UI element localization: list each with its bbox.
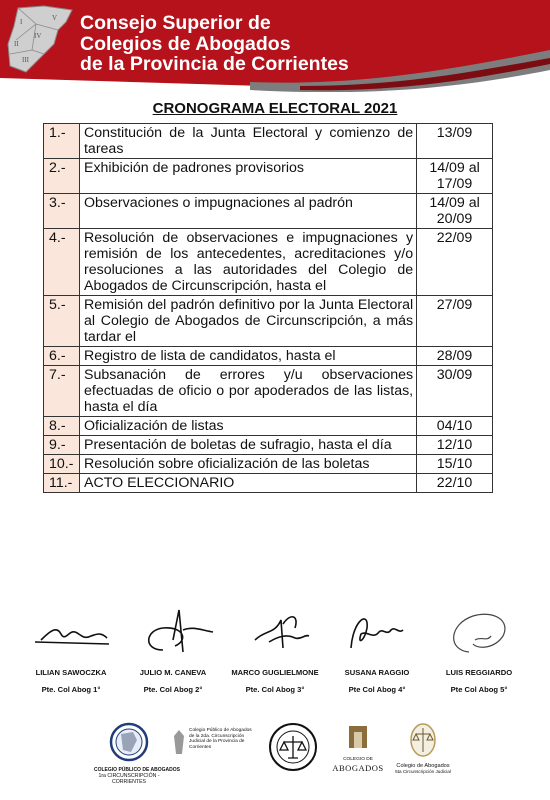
signatory-name: LILIAN SAWOCZKA	[35, 668, 107, 677]
table-row	[44, 455, 493, 474]
table-row	[44, 436, 493, 455]
row-number: 4.-	[44, 229, 80, 296]
handwritten-signature	[327, 600, 427, 660]
row-description: Oficialización de listas	[79, 417, 416, 436]
header-banner	[0, 0, 550, 92]
logo-caption: Colegio de Abogados	[396, 763, 450, 769]
scales-of-justice-icon	[268, 722, 318, 772]
document-heading	[0, 100, 550, 117]
svg-text:II: II	[14, 40, 19, 48]
heading-text: CRONOGRAMA ELECTORAL 2021	[152, 100, 398, 117]
svg-text:V: V	[52, 14, 58, 22]
province-map-icon	[4, 4, 76, 76]
signatory-name: JULIO M. CANEVA	[139, 668, 207, 677]
row-date: 13/09	[417, 124, 493, 159]
row-description: Presentación de boletas de sufragio, hasta el día	[79, 436, 416, 455]
signatures-section	[20, 600, 530, 710]
table-row	[44, 194, 493, 229]
row-description: Resolución de observaciones e impugnaciones y remisión de los antecedentes, acreditaciones y/o resoluciones a las autoridades del Colegio de Abogados de Circunscripción, hasta el	[79, 229, 416, 296]
signature-block	[122, 600, 224, 694]
logo-colegio-2	[172, 728, 256, 756]
signature-block	[428, 600, 530, 694]
table-row	[44, 159, 493, 194]
table-row	[44, 296, 493, 347]
signatory-name: LUIS REGGIARDO	[445, 668, 513, 677]
row-description: Exhibición de padrones provisorios	[79, 159, 416, 194]
signatory-role: Pte Col Abog 5°	[450, 685, 508, 694]
logo-subcaption: 5ta Circunscripción Judicial	[395, 769, 451, 774]
row-date: 14/09 al 17/09	[417, 159, 493, 194]
signatory-role: Pte Col Abog 4°	[348, 685, 406, 694]
row-description: ACTO ELECCIONARIO	[79, 474, 416, 493]
handwritten-signature	[21, 600, 121, 660]
logo-colegio-3	[262, 722, 324, 777]
row-description: Constitución de la Junta Electoral y comienzo de tareas	[79, 124, 416, 159]
signatory-name: SUSANA RAGGIO	[344, 668, 410, 677]
table-row	[44, 417, 493, 436]
handwritten-signature	[123, 600, 223, 660]
row-description: Observaciones o impugnaciones al padrón	[79, 194, 416, 229]
svg-text:III: III	[22, 56, 29, 64]
table-row	[44, 347, 493, 366]
logo-caption: ABOGADOS	[332, 763, 384, 773]
title-line-2: Colegios de Abogados	[80, 32, 291, 55]
row-date: 14/09 al 20/09	[417, 194, 493, 229]
row-date: 27/09	[417, 296, 493, 347]
signature-block	[224, 600, 326, 694]
table-row	[44, 474, 493, 493]
signatory-role: Pte. Col Abog 1°	[41, 685, 101, 694]
row-number: 11.-	[44, 474, 80, 493]
logo-colegio-1	[94, 722, 180, 785]
logo-caption: Colegio Público de Abogados de la 2da. Circunscripción Judicial de la Provincia de Corrientes	[189, 728, 252, 750]
signatory-role: Pte. Col Abog 2°	[143, 685, 203, 694]
emblem-icon	[172, 728, 186, 756]
logo-colegio-4	[328, 722, 388, 773]
title-line-3: de la Provincia de Corrientes	[80, 53, 349, 75]
row-description: Registro de lista de candidatos, hasta el	[79, 347, 416, 366]
handwritten-signature	[225, 600, 325, 660]
schedule-table	[43, 123, 493, 493]
row-date: 12/10	[417, 436, 493, 455]
signature-block	[326, 600, 428, 694]
row-number: 5.-	[44, 296, 80, 347]
logos-row	[0, 722, 550, 792]
row-number: 10.-	[44, 455, 80, 474]
table-row	[44, 124, 493, 159]
row-date: 15/10	[417, 455, 493, 474]
row-date: 22/10	[417, 474, 493, 493]
row-date: 30/09	[417, 366, 493, 417]
row-number: 7.-	[44, 366, 80, 417]
svg-text:I: I	[20, 18, 23, 26]
title-line-1: Consejo Superior de	[80, 12, 271, 34]
building-icon	[343, 722, 373, 752]
svg-text:IV: IV	[34, 32, 42, 40]
logo-subcaption: COLEGIO DE	[343, 757, 373, 762]
row-number: 2.-	[44, 159, 80, 194]
row-number: 1.-	[44, 124, 80, 159]
row-description: Resolución sobre oficialización de las boletas	[79, 455, 416, 474]
row-description: Remisión del padrón definitivo por la Junta Electoral al Colegio de Abogados de Circunscripción, a más tardar el	[79, 296, 416, 347]
table-row	[44, 366, 493, 417]
row-number: 3.-	[44, 194, 80, 229]
row-number: 9.-	[44, 436, 80, 455]
signature-block	[20, 600, 122, 694]
handwritten-signature	[429, 600, 529, 660]
signatory-name: MARCO GUGLIELMONE	[231, 668, 319, 677]
row-date: 22/09	[417, 229, 493, 296]
justice-figure-icon	[408, 722, 438, 758]
row-date: 28/09	[417, 347, 493, 366]
signatory-role: Pte. Col Abog 3°	[245, 685, 305, 694]
row-number: 6.-	[44, 347, 80, 366]
logo-caption: COLEGIO PÚBLICO DE ABOGADOS	[94, 767, 180, 773]
row-number: 8.-	[44, 417, 80, 436]
table-row	[44, 229, 493, 296]
logo-subcaption: 1ra CIRCUNSCRIPCIÓN - CORRIENTES	[98, 773, 160, 785]
logo-colegio-5	[388, 722, 458, 774]
row-description: Subsanación de errores y/u observaciones efectuadas de oficio o por apoderados de las listas, hasta el día	[79, 366, 416, 417]
seal-icon	[109, 722, 149, 762]
row-date: 04/10	[417, 417, 493, 436]
organization-title	[80, 13, 349, 75]
